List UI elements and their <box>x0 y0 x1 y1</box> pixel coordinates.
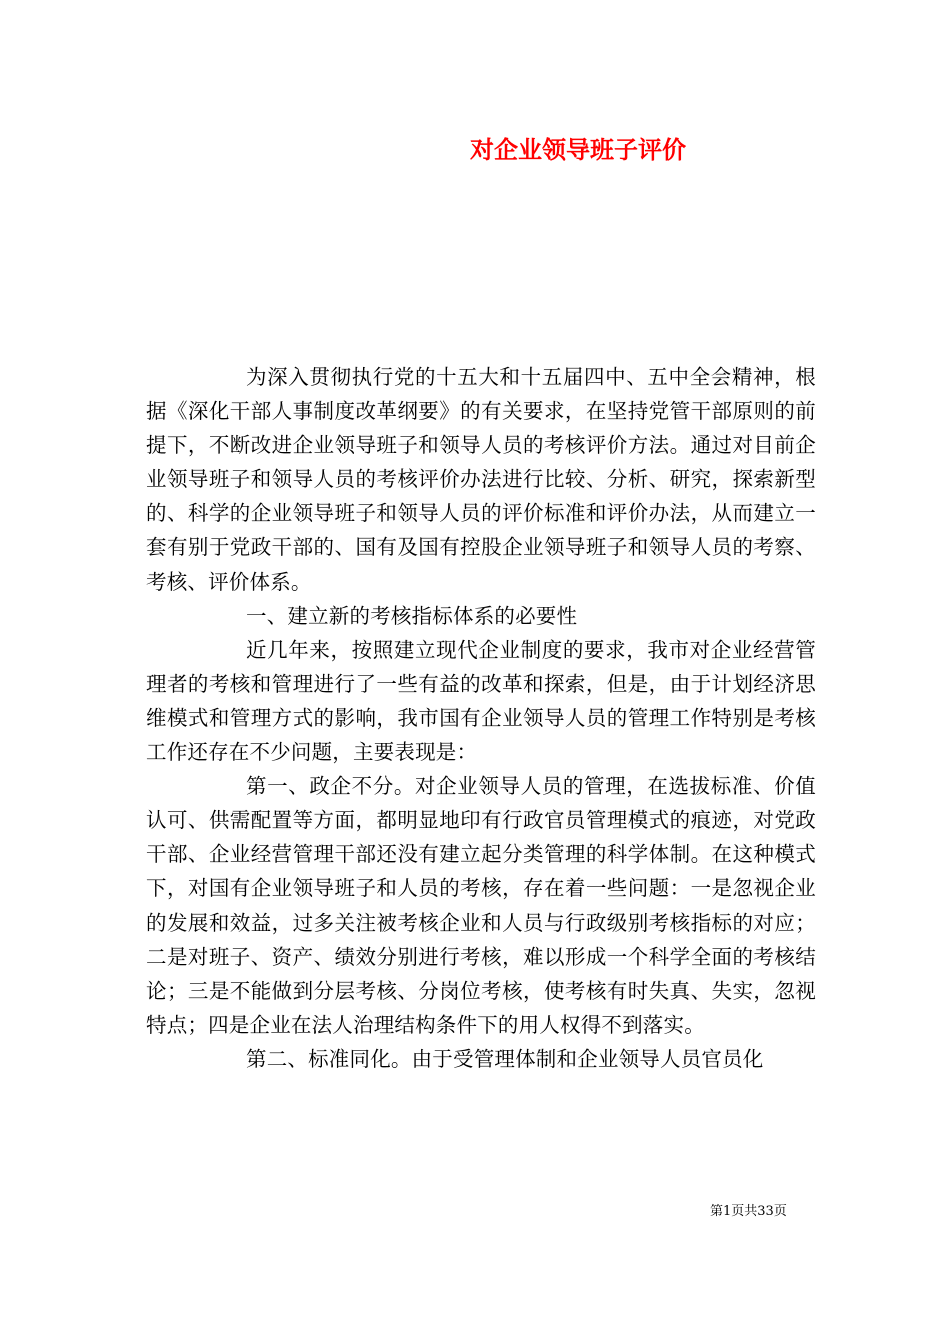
paragraph-first-issue: 第一、政企不分。对企业领导人员的管理，在选拔标准、价值认可、供需配置等方面，都明显地印有行政官员管理模式的痕迹，对党政干部、企业经营管理干部还没有建立起分类管理的科学体制。在这种模式下，对国有企业领导班子和人员的考核，存在着一些问题：一是忽视企业的发展和效益，过多关注被考核企业和人员与行政级别考核指标的对应；二是对班子、资产、绩效分别进行考核，难以形成一个科学全面的考核结论；三是不能做到分层考核、分岗位考核，使考核有时失真、失实，忽视特点；四是企业在法人治理结构条件下的用人权得不到落实。 <box>146 774 816 1037</box>
page-number-footer: 第1页共33页 <box>710 1204 787 1219</box>
paragraph-second-issue: 第二、标准同化。由于受管理体制和企业领导人员官员化 <box>246 1046 764 1071</box>
paragraph-background: 近几年来，按照建立现代企业制度的要求，我市对企业经营管理者的考核和管理进行了一些有益的改革和探索，但是，由于计划经济思维模式和管理方式的影响，我市国有企业领导人员的管理工作特别是考核工作还存在不少问题，主要表现是： <box>146 637 816 765</box>
paragraph-intro: 为深入贯彻执行党的十五大和十五届四中、五中全会精神，根据《深化干部人事制度改革纲要》的有关要求，在坚持党管干部原则的前提下，不断改进企业领导班子和领导人员的考核评价方法。通过对目前企业领导班子和领导人员的考核评价办法进行比较、分析、研究，探索新型的、科学的企业领导班子和领导人员的评价标准和评价办法，从而建立一套有别于党政干部的、国有及国有控股企业领导班子和领导人员的考察、考核、评价体系。 <box>146 365 816 594</box>
document-body <box>146 360 816 1076</box>
section-heading-1: 一、建立新的考核指标体系的必要性 <box>246 603 578 628</box>
document-title: 对企业领导班子评价 <box>470 135 686 164</box>
